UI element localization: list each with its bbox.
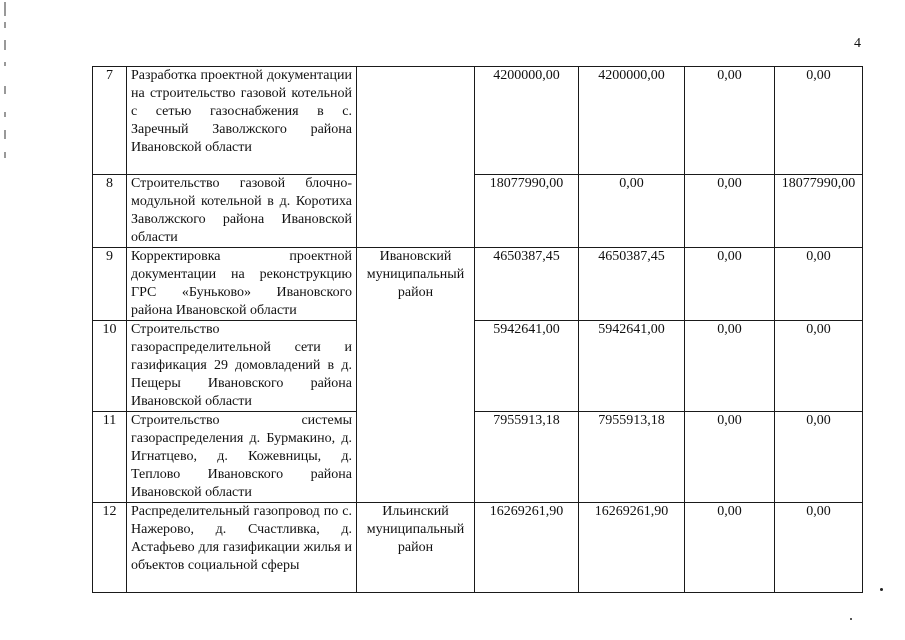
value-total: 5942641,00 <box>475 321 579 412</box>
scan-speck <box>880 588 883 591</box>
table-row <box>93 67 863 175</box>
value-col4: 0,00 <box>775 412 863 503</box>
district-name: Ивановский муниципальный район <box>366 249 465 300</box>
row-description: Разработка проектной документации на строительство газовой котельной с сетью газоснабжения в с. Заречный Заволжского района Ивановской области <box>127 67 357 175</box>
scan-margin-marks <box>4 0 12 170</box>
value-col3: 0,00 <box>685 248 775 321</box>
table-row <box>93 248 863 321</box>
scan-speck <box>850 618 852 620</box>
table-row <box>93 412 863 503</box>
row-number: 12 <box>93 503 127 593</box>
value-total: 7955913,18 <box>475 412 579 503</box>
value-col2: 16269261,90 <box>579 503 685 593</box>
value-col3: 0,00 <box>685 503 775 593</box>
value-col3: 0,00 <box>685 321 775 412</box>
value-col2: 5942641,00 <box>579 321 685 412</box>
table-row <box>93 321 863 412</box>
district-cell <box>357 503 475 593</box>
value-total: 16269261,90 <box>475 503 579 593</box>
value-total: 4650387,45 <box>475 248 579 321</box>
district-cell <box>357 67 475 248</box>
row-number: 7 <box>93 67 127 175</box>
row-number: 11 <box>93 412 127 503</box>
value-total: 4200000,00 <box>475 67 579 175</box>
value-col3: 0,00 <box>685 412 775 503</box>
value-col4: 0,00 <box>775 321 863 412</box>
value-total: 18077990,00 <box>475 175 579 248</box>
value-col2: 7955913,18 <box>579 412 685 503</box>
value-col2: 4200000,00 <box>579 67 685 175</box>
row-number: 10 <box>93 321 127 412</box>
row-description: Строительство системы газораспределения д. Бурмакино, д. Игнатцево, д. Кожевницы, д. Теплово Ивановского района Ивановской области <box>127 412 357 503</box>
district-name: Ильинский муниципальный район <box>366 504 465 555</box>
value-col3: 0,00 <box>685 67 775 175</box>
value-col4: 0,00 <box>775 67 863 175</box>
value-col3: 0,00 <box>685 175 775 248</box>
value-col4: 18077990,00 <box>775 175 863 248</box>
value-col2: 0,00 <box>579 175 685 248</box>
row-description: Строительство газораспределительной сети и газификация 29 домовладений в д. Пещеры Ивановского района Ивановской области <box>127 321 357 412</box>
row-description: Строительство газовой блочно-модульной котельной в д. Коротиха Заволжского района Ивановской области <box>127 175 357 248</box>
row-description: Корректировка проектной документации на реконструкцию ГРС «Буньково» Ивановского района Ивановской области <box>127 248 357 321</box>
page-number: 4 <box>854 36 861 51</box>
row-number: 9 <box>93 248 127 321</box>
table-row <box>93 175 863 248</box>
budget-table <box>92 66 863 593</box>
table-row <box>93 503 863 593</box>
row-description: Распределительный газопровод по с. Нажерово, д. Счастливка, д. Астафьево для газификации жилья и объектов социальной сферы <box>127 503 357 593</box>
value-col2: 4650387,45 <box>579 248 685 321</box>
value-col4: 0,00 <box>775 503 863 593</box>
district-cell <box>357 248 475 503</box>
value-col4: 0,00 <box>775 248 863 321</box>
row-number: 8 <box>93 175 127 248</box>
